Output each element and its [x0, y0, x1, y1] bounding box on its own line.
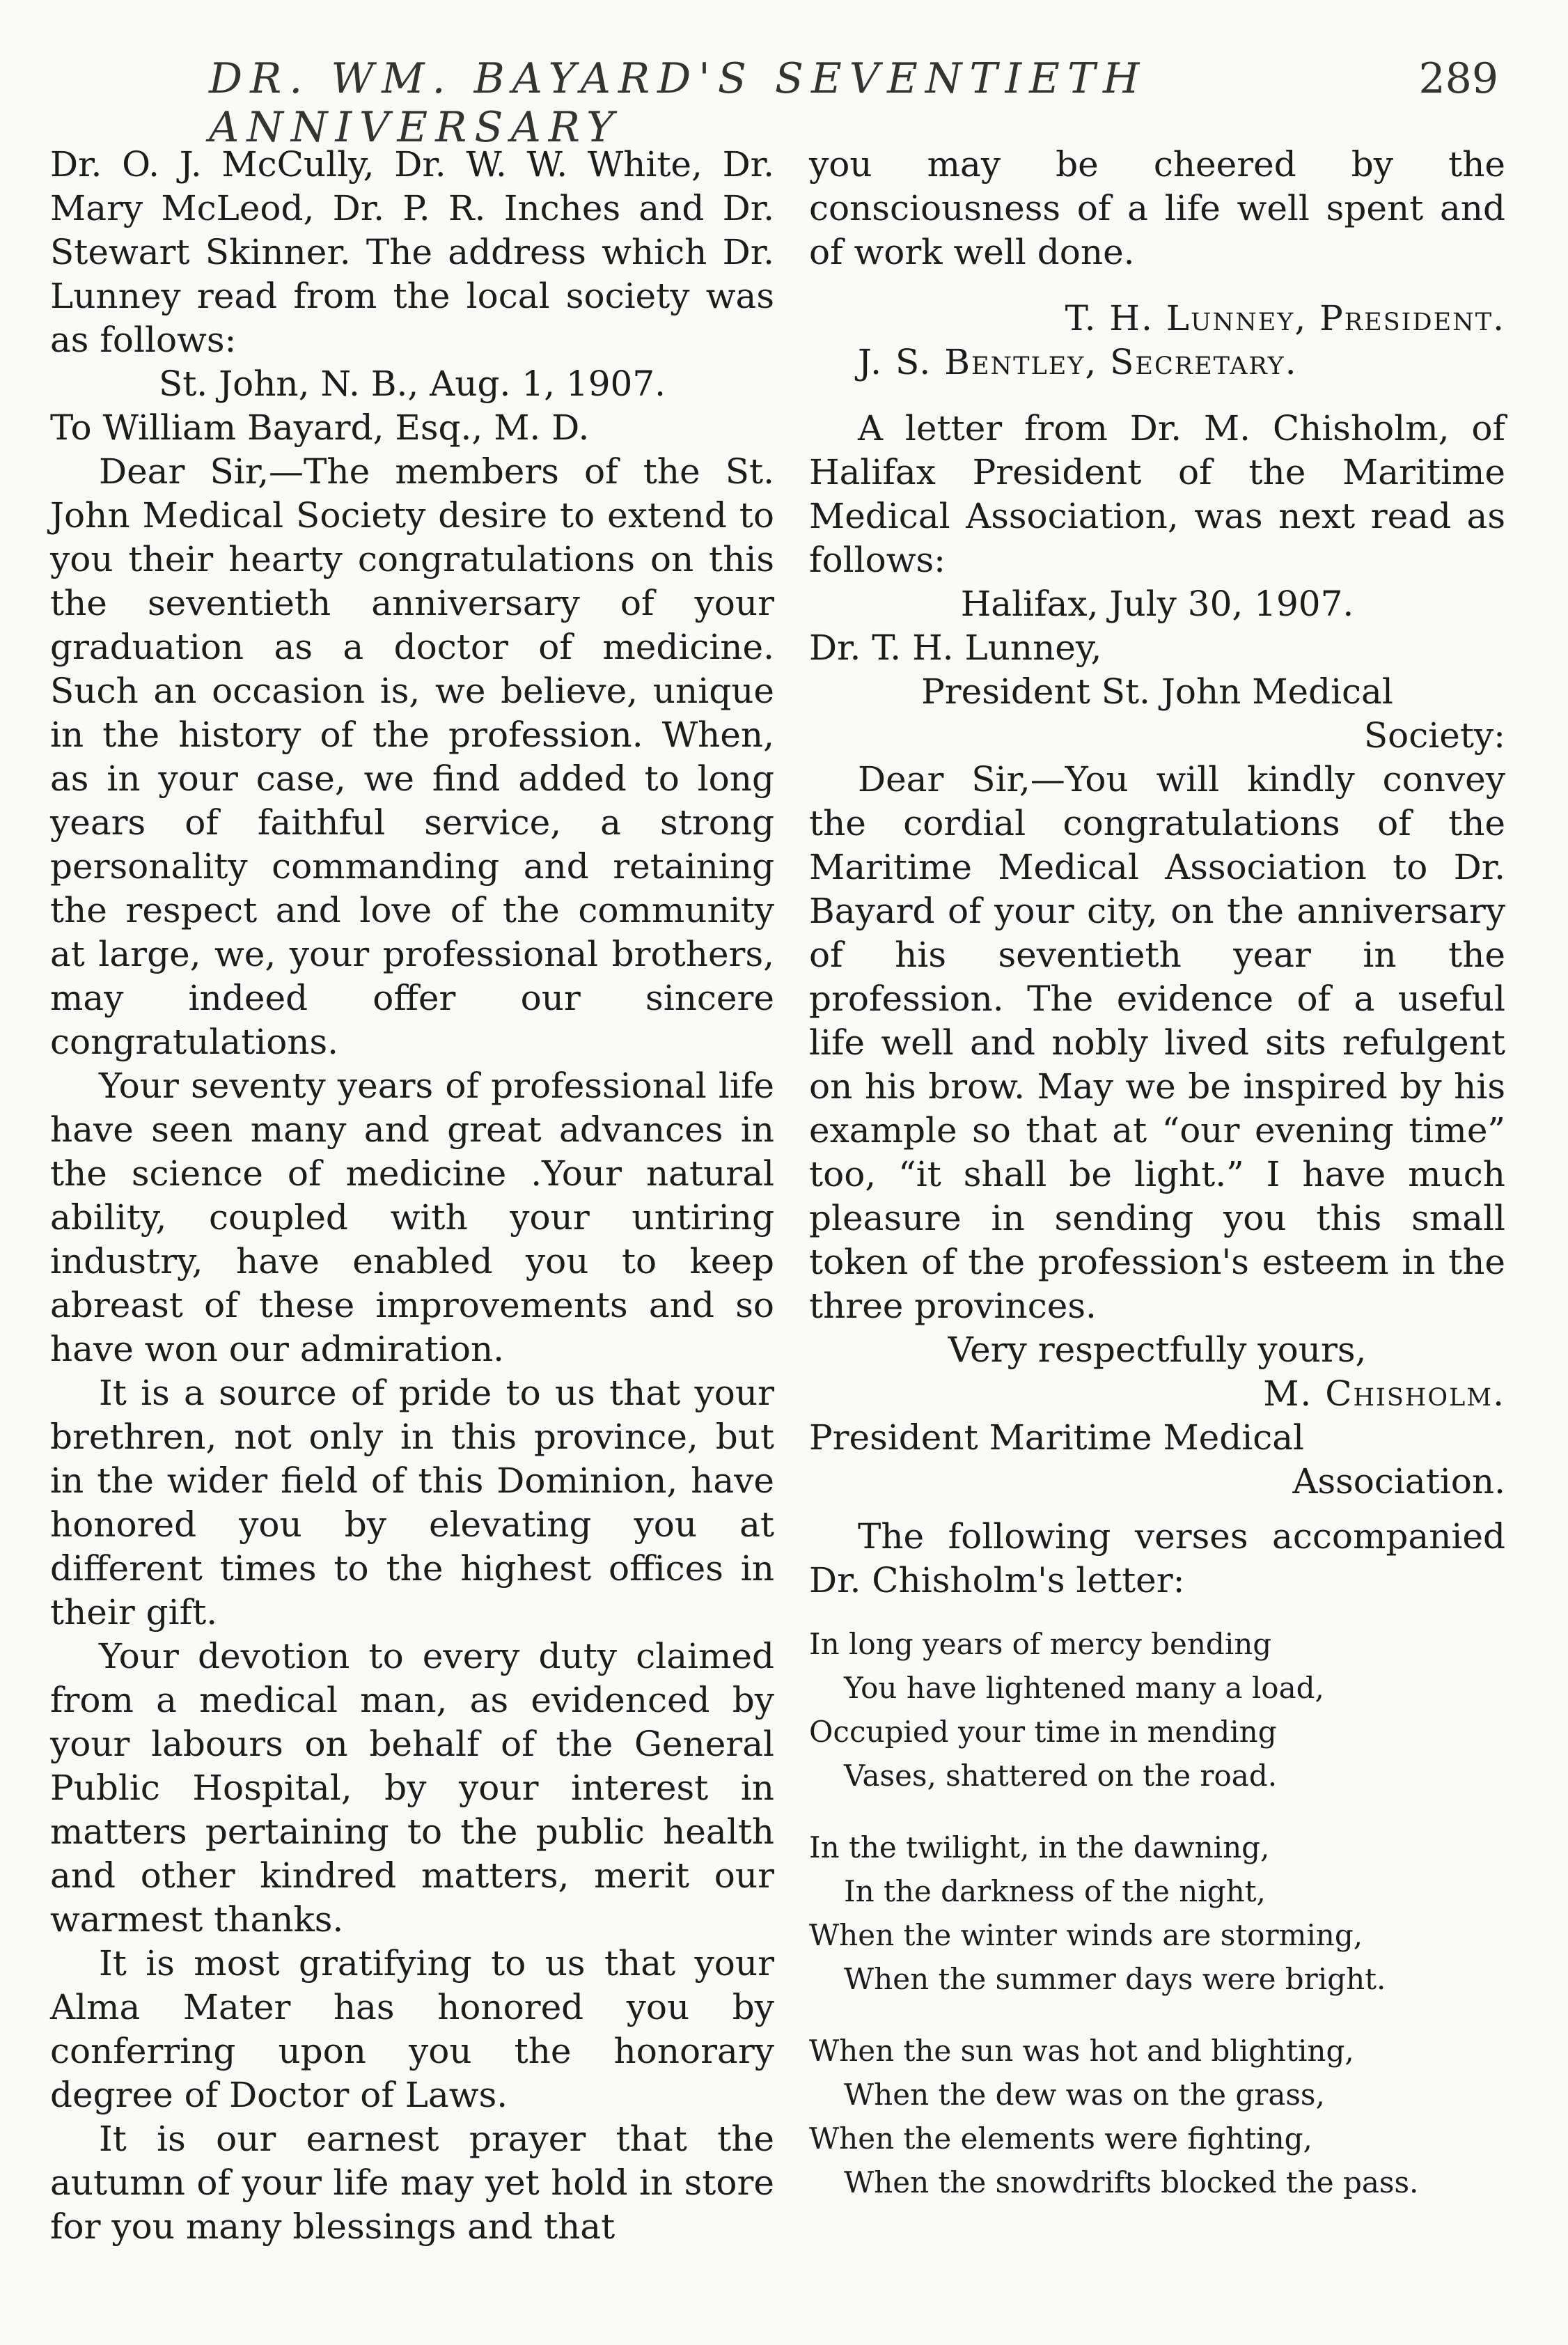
right-column	[809, 143, 1505, 2232]
letter-dateline: Halifax, July 30, 1907.	[960, 584, 1354, 624]
left-column	[50, 143, 774, 2249]
letter-addressee-society: Society:	[1363, 715, 1505, 756]
address-paragraph-5: It is most gratifying to us that your Alma Mater has honored you by conferring upon you the honorary degree of Doctor of Laws.	[50, 1943, 774, 2115]
address-paragraph-3: It is a source of pride to us that your brethren, not only in this province, but in the wider field of this Dominion, have honored you by elevating you at different times to the highest offices in their gift.	[50, 1373, 774, 1633]
address-closing-paragraph: you may be cheered by the consciousness of a life well spent and of work well done.	[809, 144, 1505, 272]
letter-intro: A letter from Dr. M. Chisholm, of Halifax President of the Maritime Medical Association, was next read as follows:	[809, 408, 1505, 580]
letter-signature: M. Chisholm.	[1263, 1373, 1505, 1414]
poem-line: When the winter winds are storming,	[809, 1918, 1363, 1952]
address-paragraph-6: It is our earnest prayer that the autumn of your life may yet hold in store for you many blessings and that	[50, 2119, 774, 2247]
address-dateline: St. John, N. B., Aug. 1, 1907.	[158, 364, 666, 404]
address-paragraph-2: Your seventy years of professional life have seen many and great advances in the science of medicine .Your natural ability, coupled with your untiring industry, have enabled you to keep abreast of these improvements and so have won our admiration.	[50, 1066, 774, 1369]
poem-line: Occupied your time in mending	[809, 1715, 1277, 1749]
signature-president: T. H. Lunney, President.	[1065, 298, 1505, 338]
address-paragraph-1: Dear Sir,—The members of the St. John Medical Society desire to extend to you their hearty congratulations on this the seventieth anniversary of your graduation as a doctor of medicine. Such an occasion is, we believe, unique in the history of the profession. When, as in your case, we find added to long years of faithful service, a strong personality commanding and retaining the respect and love of the community at large, we, your professional brothers, may indeed offer our sincere congratulations.	[50, 451, 774, 1062]
poem	[809, 1622, 1505, 2204]
letter-signature-title: President Maritime Medical	[809, 1417, 1305, 1458]
address-paragraph-4: Your devotion to every duty claimed from a medical man, as evidenced by your labours on behalf of the General Public Hospital, by your interest in matters pertaining to the public health and other kindred matters, merit our warmest thanks.	[50, 1636, 774, 1940]
poem-line: When the summer days were bright.	[844, 1962, 1386, 1996]
poem-line: In the twilight, in the dawning,	[809, 1830, 1270, 1864]
running-title: DR. WM. BAYARD'S SEVENTIETH ANNIVERSARY	[209, 54, 1147, 152]
verses-intro: The following verses accompanied Dr. Chisholm's letter:	[809, 1516, 1505, 1600]
poem-stanza	[809, 1825, 1505, 2001]
letter-addressee-title: President St. John Medical	[921, 671, 1393, 712]
letter-body: Dear Sir,—You will kindly convey the cordial congratulations of the Maritime Medical Association to Dr. Bayard of your city, on the anniversary of his seventieth year in the profession. The evidence of a useful life well and nobly lived sits refulgent on his brow. May we be inspired by his example so that at “our evening time” too, “it shall be light.” I have much pleasure in sending you this small token of the profession's esteem in the three provinces.	[809, 759, 1505, 1326]
signature-secretary: J. S. Bentley, Secretary.	[858, 342, 1298, 382]
poem-line: When the sun was hot and blighting,	[809, 2034, 1354, 2068]
poem-line: In the darkness of the night,	[844, 1874, 1266, 1908]
poem-line: When the elements were fighting,	[809, 2121, 1312, 2156]
letter-closing: Very respectfully yours,	[948, 1330, 1367, 1370]
address-addressee: To William Bayard, Esq., M. D.	[50, 407, 590, 448]
poem-stanza	[809, 2029, 1505, 2204]
letter-addressee: Dr. T. H. Lunney,	[809, 628, 1102, 668]
poem-line: When the dew was on the grass,	[844, 2078, 1325, 2112]
page-number: 289	[1418, 54, 1498, 103]
letter-signature-title-2: Association.	[1292, 1461, 1505, 1502]
attendees-paragraph: Dr. O. J. McCully, Dr. W. W. White, Dr. Mary McLeod, Dr. P. R. Inches and Dr. Stewart Skinner. The address which Dr. Lunney read from the local society was as follows:	[50, 144, 774, 360]
poem-line: When the snowdrifts blocked the pass.	[844, 2165, 1419, 2199]
poem-line: Vases, shattered on the road.	[844, 1759, 1278, 1793]
poem-line: You have lightened many a load,	[844, 1671, 1324, 1705]
running-header	[0, 54, 1568, 152]
poem-line: In long years of mercy bending	[809, 1627, 1272, 1661]
poem-stanza	[809, 1622, 1505, 1798]
